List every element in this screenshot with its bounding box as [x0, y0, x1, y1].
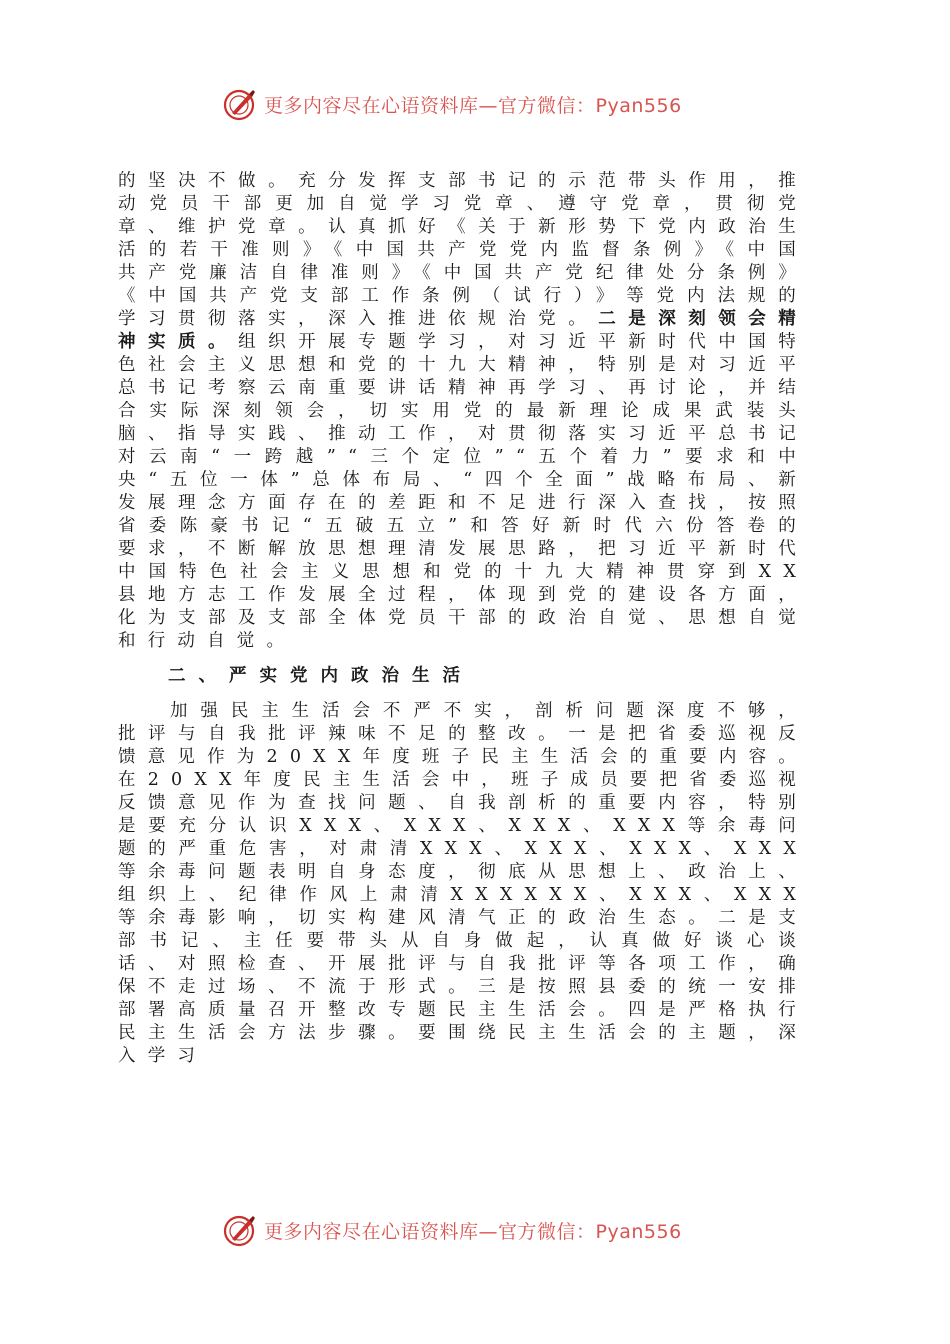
pen-logo-icon — [222, 1212, 258, 1248]
banner-text: 更多内容尽在心语资料库—官方微信：Pyan556 — [264, 94, 682, 117]
paragraph-1-bold-lead: 二是深刻领会精神实质。 — [118, 309, 808, 352]
header-banner — [0, 82, 950, 126]
paragraph-1-text-a: 的坚决不做。充分发挥支部书记的示范带头作用，推动党员干部更加自觉学习党章、遵守党章，贯彻党章、维护党章。认真抓好《关于新形势下党内政治生活的若干准则》《中国共产党党内监督条例》《中国共产党廉洁自律准则》《中国共产党纪律处分条例》《中国共产党支部工作条例（试行）》等党内法规的学习贯彻落实，深入推进依规治党。 — [118, 171, 808, 329]
paragraph-1 — [118, 170, 808, 653]
paragraph-1-text-b: 组织开展专题学习，对习近平新时代中国特色社会主义思想和党的十九大精神，特别是对习近平总书记考察云南重要讲话精神再学习、再讨论，并结合实际深刻领会，切实用党的最新理论成果武装头脑、指导实践、推动工作，对贯彻落实习近平总书记对云南“一跨越”“三个定位”“五个着力”要求和中央“五位一体”总体布局、“四个全面”战略布局、新发展理念方面存在的差距和不足进行深入查找，按照省委陈豪书记“五破五立”和答好新时代六份答卷的要求，不断解放思想理清发展思路，把习近平新时代中国特色社会主义思想和党的十九大精神贯穿到XX县地方志工作发展全过程，体现到党的建设各方面，化为支部及支部全体党员干部的政治自觉、思想自觉和行动自觉。 — [118, 332, 808, 651]
document-body — [118, 170, 808, 1068]
section-heading-2: 二、严实党内政治生活 — [168, 666, 473, 686]
pen-logo-icon — [222, 86, 258, 122]
paragraph-2: 加强民主生活会不严不实，剖析问题深度不够，批评与自我批评辣味不足的整改。一是把省委巡视反馈意见作为20XX年度班子民主生活会的重要内容。在20XX年度民主生活会中，班子成员要把省委巡视反馈意见作为查找问题、自我剖析的重要内容，特别是要充分认识XXX、XXX、XXX、XXX等余毒问题的严重危害，对肃清XXX、XXX、XXX、XXX等余毒问题表明自身态度，彻底从思想上、政治上、组织上、纪律作风上肃清XXXXXX、XXX、XXX等余毒影响，切实构建风清气正的政治生态。二是支部书记、主任要带头从自身做起，认真做好谈心谈话、对照检查、开展批评与自我批评等各项工作，确保不走过场、不流于形式。三是按照县委的统一安排部署高质量召开整改专题民主生活会。四是严格执行民主生活会方法步骤。要围绕民主生活会的主题，深入学习 — [118, 701, 808, 1066]
banner-text: 更多内容尽在心语资料库—官方微信：Pyan556 — [264, 1220, 682, 1243]
footer-banner — [0, 1208, 950, 1252]
